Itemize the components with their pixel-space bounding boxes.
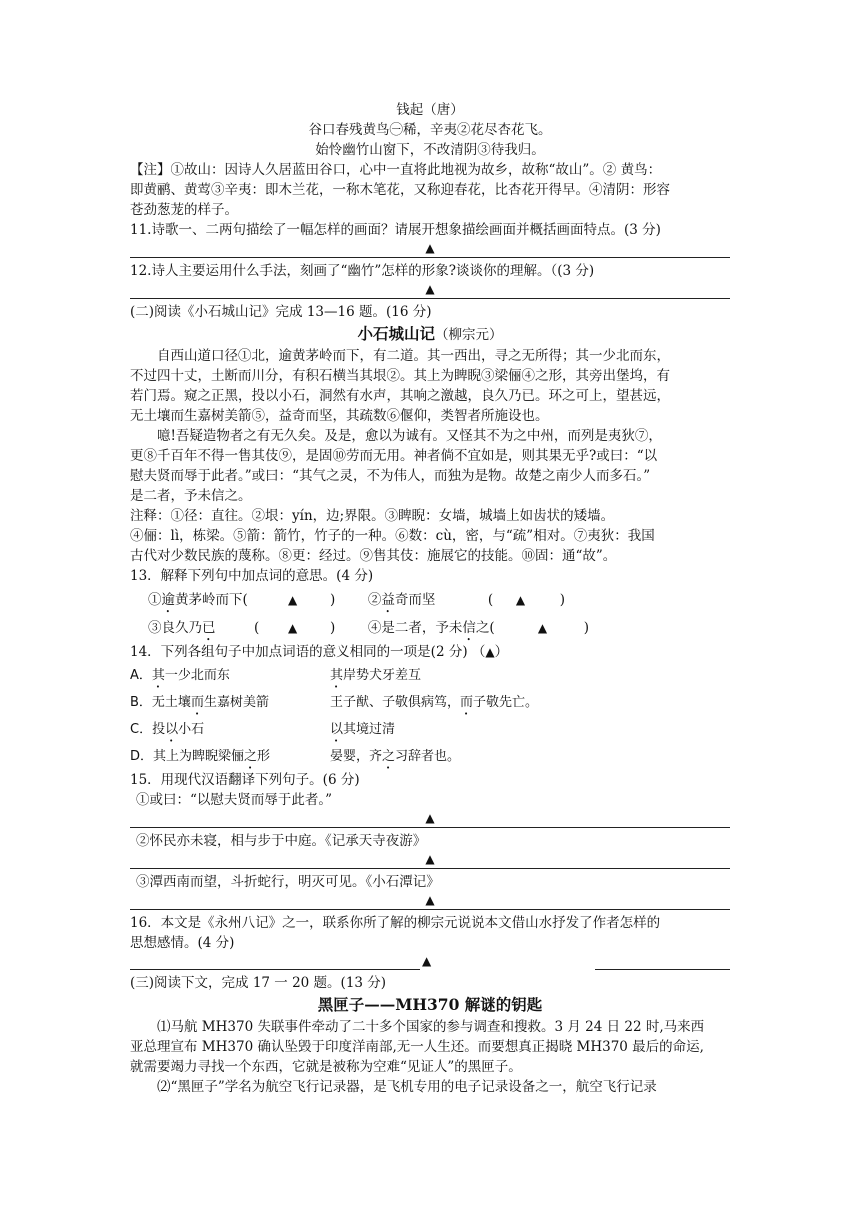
passage-author: （柳宗元） [435,327,503,343]
q13-row-1: ①逾黄茅岭而下( ▲ ) ②益奇而坚 ( ▲ ) [130,586,730,614]
article-title: 黑匣子——MH370 解谜的钥匙 [317,995,543,1014]
q13-item-3: ③良久乃已 [148,620,216,636]
article-p1-line2: 亚总理宣布 MH370 确认坠毁于印度洋南部,无一人生还。而要想真正揭晓 MH370 最后的命运, [130,1039,704,1055]
passage-p2-line3: 慰夫贤而辱于此者。”或曰：“其气之灵，不为伟人，而独为是物。故楚之南少人而多石。” [130,468,651,484]
q15-sentence-1: ①或曰：“以慰夫贤而辱于此者。” [136,792,333,808]
article-p2-line1: ⑵“黑匣子”学名为航空飞行记录器，是飞机专用的电子记录设备之一，航空飞行记录 [157,1079,657,1095]
question-13: 13．解释下列句中加点词的意思。(4 分) [130,568,374,584]
question-16-line1: 16．本文是《永州八记》之一，联系你所了解的柳宗元说说本文借山水抒发了作者怎样的 [130,915,661,931]
question-12: 12.诗人主要运用什么手法，刻画了“幽竹”怎样的形象?谈谈你的理解。（(3 分) [130,263,595,279]
passage-p1-line1: 自西山道口径①北，逾黄茅岭而下，有二道。其一西出，寻之无所得；其一少北而东， [157,348,670,364]
answer-marker: ▲ [425,241,435,255]
passage-notes-1: 注释：①径：直往。②垠：yín，边;界限。③睥睨：女墙，城墙上如齿状的矮墙。 [130,508,615,524]
answer-marker: ▲ [288,621,298,635]
article-p1-line3: 就需要竭力寻找一个东西，它就是被称为空难“见证人”的黑匣子。 [130,1059,522,1075]
article-p1-line1: ⑴马航 MH370 失联事件牵动了二十多个国家的参与调查和搜救。3 月 24 日 22 时,马来西 [157,1019,705,1035]
question-14: 14．下列各组句子中加点词语的意义相同的一项是(2 分) （▲） [130,644,509,660]
answer-marker: ▲ [515,593,526,607]
answer-marker: ▲ [425,282,435,296]
q15-sentence-3: ③潭西南而望，斗折蛇行，明灭可见。《小石潭记》 [136,874,440,890]
q14-option-d[interactable]: D．其上为睥睨梁俪之形 晏婴，齐之习辞者也。 [130,749,461,764]
answer-line-15-2[interactable] [130,851,730,869]
poem-line-1: 谷口春残黄鸟㊀稀，辛夷②花尽杏花飞。 [308,122,552,138]
passage-p2-line1: 噫!吾疑造物者之有无久矣。及是，愈以为诚有。又怪其不为之中州，而列是夷狄⑦， [157,428,662,444]
q14-option-b[interactable]: B．无土壤而生嘉树美箭 王子猷、子敬俱病笃，而子敬先亡。 [130,695,539,710]
passage-p1-line3: 若门焉。窥之正黑，投以小石，洞然有水声，其响之激越，良久乃已。环之可上，望甚远， [130,388,670,404]
passage-notes-2: ④俪：lì，栋梁。⑤箭：箭竹，竹子的一种。⑥数：cù，密，与“疏”相对。⑦夷狄：我国 [130,528,655,544]
question-16-line2: 思想感情。(4 分) [130,935,235,951]
q13-item-1: ①逾黄茅岭而下( [148,592,248,608]
passage-title [130,322,730,346]
passage-title-text: 小石城山记 [357,324,435,343]
answer-marker: ▲ [288,593,298,607]
answer-line-16[interactable] [130,953,730,970]
question-15: 15．用现代汉语翻译下列句子。(6 分) [130,772,360,788]
poem-line-2: 始怜幽竹山窗下，不改清阴③待我归。 [315,142,545,158]
poem-note-1: 【注】①故山：因诗人久居蓝田谷口，心中一直将此地视为故乡，故称“故山”。② 黄鸟： [130,162,662,178]
passage-notes-3: 古代对少数民族的蔑称。⑧更：经过。⑨售其伎：施展它的技能。⑩固：通“故”。 [130,548,617,564]
q14-option-a[interactable]: A．其一少北而东 其岸势犬牙差互 [130,668,422,683]
q13-item-4: ④是二者，予未信之( [367,620,495,636]
answer-line-12[interactable] [130,281,730,299]
q15-sentence-2: ②怀民亦未寝，相与步于中庭。《记承天寺夜游》 [136,833,427,849]
answer-marker: ▲ [425,811,435,825]
q13-row-2: ③良久乃已 ( ▲ ) ④是二者，予未信之( ▲ ) [130,614,730,642]
answer-marker: ▲ [425,852,435,866]
answer-line-15-3[interactable] [130,892,730,910]
q14-option-c[interactable]: C．投以小石 以其境过清 [130,722,396,737]
section-2-header: (二)阅读《小石城山记》完成 13—16 题。(16 分) [130,304,432,320]
exam-page [130,100,730,1097]
answer-marker: ▲ [425,893,435,907]
answer-marker: ▲ [422,954,432,968]
passage-p1-line4: 无土壤而生嘉树美箭⑤，益奇而坚，其疏数⑥偃仰，类智者所施设也。 [130,408,549,424]
poem-note-2: 即黄鹂、黄莺③辛夷：即木兰花，一称木笔花，又称迎春花，比杏花开得早。④清阴：形容 [130,182,670,198]
answer-line-15-1[interactable] [130,810,730,828]
passage-p2-line2: 更⑧千百年不得一售其伎⑨，是固⑩劳而无用。神者倘不宜如是，则其果无乎?或曰：“以 [130,448,658,464]
answer-marker: ▲ [537,621,548,635]
poem-author: 钱起（唐） [396,102,464,118]
question-11: 11.诗歌一、二两句描绘了一幅怎样的画面？请展开想象描绘画面并概括画面特点。(3 分) [130,222,661,238]
passage-p2-line4: 是二者，予未信之。 [130,488,252,504]
passage-p1-line2: 不过四十丈，土断而川分，有积石横当其垠②。其上为睥睨③梁俪④之形，其旁出堡坞，有 [130,368,670,384]
answer-line-11[interactable] [130,240,730,258]
q13-item-2: ②益奇而坚 [367,592,436,608]
poem-note-3: 苍劲葱茏的样子。 [130,202,238,218]
section-3-header: (三)阅读下文，完成 17 一 20 题。(13 分) [130,975,387,991]
